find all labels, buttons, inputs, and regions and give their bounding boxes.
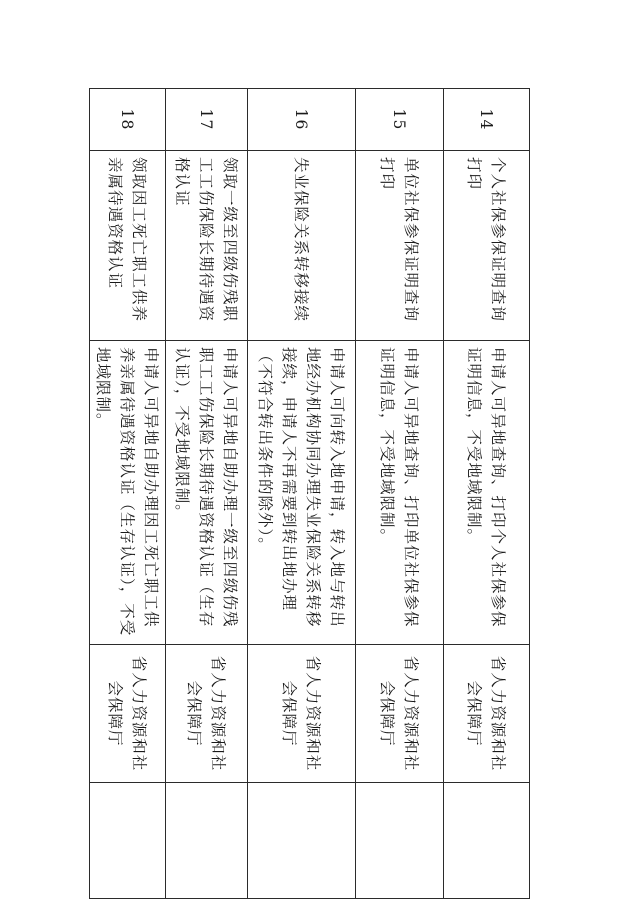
table-row xyxy=(166,89,248,899)
responsible-department: 省人力资源和社会保障厅 xyxy=(166,645,248,783)
remarks-cell xyxy=(356,783,444,899)
service-description: 申请人可向转入地申请，转入地与转出地经办机构协同办理失业保险关系转移接续，申请人不再需要到转出地办理（不符合转出条件的除外）。 xyxy=(248,341,356,645)
remarks-cell xyxy=(444,783,530,899)
service-item: 领取因工死亡职工供养亲属待遇资格认证 xyxy=(90,151,166,341)
rotated-table-container xyxy=(90,88,530,898)
row-number: 18 xyxy=(90,89,166,151)
row-number: 16 xyxy=(248,89,356,151)
service-description: 申请人可异地查询、打印个人社保参保证明信息，不受地域限制。 xyxy=(444,341,530,645)
row-number: 14 xyxy=(444,89,530,151)
row-number: 17 xyxy=(166,89,248,151)
service-description: 申请人可异地查询、打印单位社保参保证明信息，不受地域限制。 xyxy=(356,341,444,645)
table-row xyxy=(90,89,166,899)
responsible-department: 省人力资源和社会保障厅 xyxy=(248,645,356,783)
service-item: 单位社保参保证明查询打印 xyxy=(356,151,444,341)
responsible-department: 省人力资源和社会保障厅 xyxy=(90,645,166,783)
service-item: 领取一级至四级伤残职工工伤保险长期待遇资格认证 xyxy=(166,151,248,341)
remarks-cell xyxy=(248,783,356,899)
service-description: 申请人可异地自助办理一级至四级伤残职工工伤保险长期待遇资格认证（生存认证），不受地域限制。 xyxy=(166,341,248,645)
table-row xyxy=(248,89,356,899)
table-row xyxy=(356,89,444,899)
services-table xyxy=(89,88,530,899)
remarks-cell xyxy=(166,783,248,899)
responsible-department: 省人力资源和社会保障厅 xyxy=(356,645,444,783)
remarks-cell xyxy=(90,783,166,899)
service-description: 申请人可异地自助办理因工死亡职工供养亲属待遇资格认证（生存认证），不受地域限制。 xyxy=(90,341,166,645)
service-item: 失业保险关系转移接续 xyxy=(248,151,356,341)
service-item: 个人社保参保证明查询打印 xyxy=(444,151,530,341)
row-number: 15 xyxy=(356,89,444,151)
table-row xyxy=(444,89,530,899)
responsible-department: 省人力资源和社会保障厅 xyxy=(444,645,530,783)
